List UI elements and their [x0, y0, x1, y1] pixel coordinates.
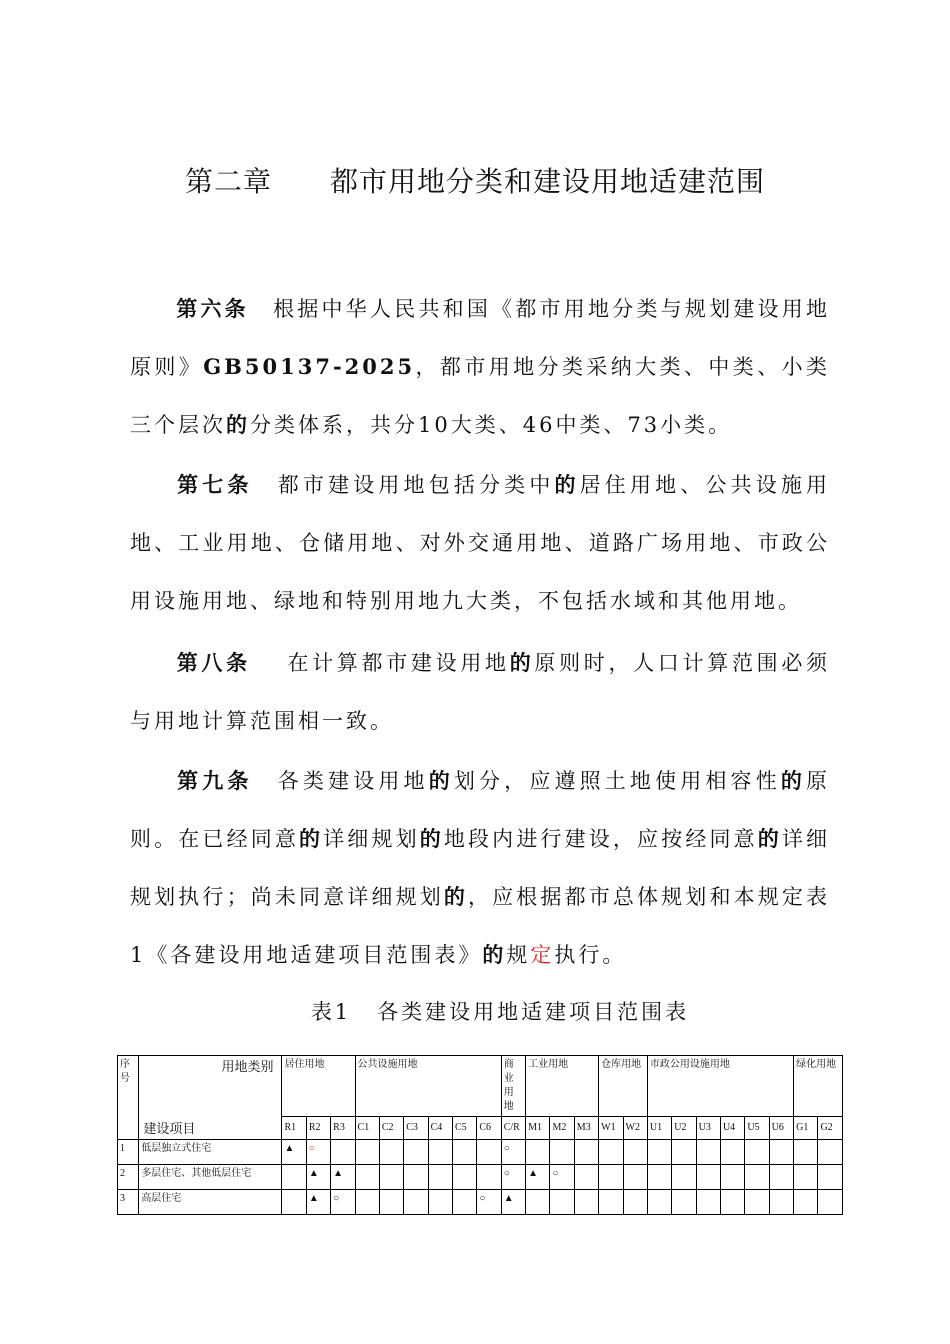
suitability-mark	[696, 1190, 720, 1215]
article-text-segment: 详细规划	[323, 827, 420, 851]
suitability-mark	[379, 1140, 403, 1165]
suitability-mark	[379, 1165, 403, 1190]
article-text-segment: 居住用地、公共设施用地、工业用地、仓储用地、对外交通用地、道路广场用地、市政公用设施用地、绿地和特别用地九大类，不包括水域和其他用地。	[130, 473, 831, 613]
suitability-mark: ▲	[526, 1165, 550, 1190]
code-header: C3	[404, 1117, 428, 1140]
code-header: C6	[477, 1117, 501, 1140]
code-header: U1	[647, 1117, 671, 1140]
suitability-mark	[550, 1140, 574, 1165]
article-text-segment: 分类体系，共分10大类、46中类、73小类。	[250, 413, 733, 437]
table-caption-text: 各类建设用地适建项目范围表	[377, 1000, 690, 1024]
suitability-mark	[526, 1140, 550, 1165]
code-header: R2	[306, 1117, 330, 1140]
suitability-mark	[574, 1140, 598, 1165]
suitability-mark: ▲	[501, 1190, 525, 1215]
group-header: 市政公用设施用地	[647, 1056, 793, 1117]
code-header: M2	[550, 1117, 574, 1140]
project-label: 建设项目	[143, 1121, 196, 1136]
row-project-name: 高层住宅	[139, 1190, 282, 1215]
suitability-mark	[452, 1165, 476, 1190]
suitability-mark	[477, 1165, 501, 1190]
chapter-heading: 都市用地分类和建设用地适建范围	[330, 165, 766, 198]
article-text-segment: 原则时，人口计算范围必须与用地计算范围相一致。	[130, 651, 831, 733]
suitability-mark	[355, 1165, 379, 1190]
article-9	[130, 752, 830, 984]
code-header: C2	[379, 1117, 403, 1140]
table-row	[118, 1190, 843, 1215]
code-header: W2	[623, 1117, 647, 1140]
article-label: 第七条	[176, 472, 253, 497]
suitability-mark: ○	[501, 1140, 525, 1165]
suitability-mark	[769, 1190, 793, 1215]
suitability-mark	[574, 1190, 598, 1215]
code-header: C5	[452, 1117, 476, 1140]
suitability-mark	[696, 1165, 720, 1190]
article-text-segment: 在计算都市建设用地	[286, 651, 510, 675]
suitability-mark	[672, 1165, 696, 1190]
suitability-mark	[404, 1140, 428, 1165]
suitability-mark: ○	[501, 1165, 525, 1190]
suitability-mark	[526, 1190, 550, 1215]
article-text-segment: 原则。在已经同意	[130, 769, 831, 851]
group-header: 公共设施用地	[355, 1056, 501, 1117]
row-seq: 2	[118, 1165, 139, 1190]
article-text-segment: 的	[419, 826, 444, 851]
table-caption-number: 表1	[310, 1000, 352, 1024]
group-header: 商业用地	[501, 1056, 525, 1117]
article-text-segment: 划分，应遵照土地使用相容性	[453, 769, 781, 793]
suitability-mark: ○	[331, 1190, 355, 1215]
suitability-mark	[769, 1140, 793, 1165]
row-seq: 1	[118, 1140, 139, 1165]
suitability-mark	[720, 1140, 744, 1165]
suitability-mark: ○	[477, 1190, 501, 1215]
code-header: M1	[526, 1117, 550, 1140]
table-caption	[0, 996, 950, 1026]
group-header: 居住用地	[282, 1056, 355, 1117]
row-project-name: 多层住宅、其他低层住宅	[139, 1165, 282, 1190]
diagonal-header	[139, 1056, 282, 1140]
group-header: 绿化用地	[794, 1056, 843, 1117]
table-row	[118, 1140, 843, 1165]
article-7	[130, 456, 830, 630]
suitability-mark	[672, 1190, 696, 1215]
suitability-mark	[282, 1165, 306, 1190]
suitability-mark	[794, 1140, 818, 1165]
article-text-segment: 的	[780, 768, 807, 793]
suitability-mark	[647, 1140, 671, 1165]
suitability-mark	[720, 1165, 744, 1190]
suitability-mark	[331, 1140, 355, 1165]
article-text-segment: 的	[226, 412, 250, 437]
suitability-mark	[574, 1165, 598, 1190]
suitability-mark	[794, 1190, 818, 1215]
suitability-mark	[647, 1190, 671, 1215]
article-text-segment: 地段内进行建设，应按经同意	[443, 827, 758, 851]
group-header: 工业用地	[526, 1056, 599, 1117]
suitability-mark	[355, 1140, 379, 1165]
article-text-segment: 根据中华人民共和国《都市用地分类与规划建设用地原则》	[130, 297, 830, 379]
suitability-mark	[428, 1140, 452, 1165]
suitability-mark	[379, 1190, 403, 1215]
suitability-mark	[794, 1165, 818, 1190]
suitability-mark	[550, 1190, 574, 1215]
code-header: G1	[794, 1117, 818, 1140]
suitability-mark	[672, 1140, 696, 1165]
suitability-mark	[623, 1165, 647, 1190]
article-text-segment: 执行。	[554, 943, 627, 967]
land-use-table	[117, 1055, 843, 1215]
article-label: 第八条	[176, 650, 251, 675]
suitability-mark	[452, 1190, 476, 1215]
suitability-mark	[355, 1190, 379, 1215]
code-header: U2	[672, 1117, 696, 1140]
code-header: C1	[355, 1117, 379, 1140]
suitability-mark	[745, 1140, 769, 1165]
article-label: 第六条	[176, 296, 249, 321]
group-header: 仓库用地	[599, 1056, 648, 1117]
row-project-name: 低层独立式住宅	[139, 1140, 282, 1165]
suitability-mark	[818, 1165, 843, 1190]
article-text-segment: ，都市用地分类采纳大类、中类、小类三个层次	[130, 355, 831, 437]
article-text-segment: 都市建设用地包括分类中	[276, 473, 555, 497]
article-text-segment: 的	[509, 650, 535, 675]
article-text-segment: 各类建设用地	[276, 769, 429, 793]
suitability-mark	[599, 1190, 623, 1215]
suitability-mark	[477, 1140, 501, 1165]
code-header: U4	[720, 1117, 744, 1140]
suitability-mark	[769, 1165, 793, 1190]
article-6	[130, 280, 830, 454]
article-text-segment: 的	[757, 826, 782, 851]
code-header: C/R	[501, 1117, 525, 1140]
article-text-segment: 的	[482, 942, 507, 967]
suitability-mark: ▲	[282, 1140, 306, 1165]
suitability-mark	[404, 1190, 428, 1215]
seq-header: 序号	[118, 1056, 139, 1140]
suitability-mark	[818, 1140, 843, 1165]
suitability-mark	[623, 1140, 647, 1165]
article-text-segment: 详细规划执行；尚未同意详细规划	[130, 827, 831, 909]
suitability-mark: ▲	[331, 1165, 355, 1190]
suitability-mark	[428, 1165, 452, 1190]
article-label: 第九条	[176, 768, 253, 793]
chapter-title	[0, 160, 950, 200]
suitability-mark	[599, 1140, 623, 1165]
table-row	[118, 1165, 843, 1190]
code-header: R3	[331, 1117, 355, 1140]
chapter-number: 第二章	[184, 165, 272, 198]
article-text-segment: 规	[506, 943, 531, 967]
suitability-mark	[599, 1165, 623, 1190]
code-header: C4	[428, 1117, 452, 1140]
suitability-mark	[745, 1165, 769, 1190]
article-text-segment: ，应根据都市总体规划和本规定表1《各建设用地适建项目范围表》	[130, 885, 831, 967]
suitability-mark	[452, 1140, 476, 1165]
suitability-mark	[745, 1190, 769, 1215]
suitability-mark	[428, 1190, 452, 1215]
suitability-mark: ▲	[306, 1190, 330, 1215]
code-header: G2	[818, 1117, 843, 1140]
code-header: M3	[574, 1117, 598, 1140]
article-text-segment: 的	[443, 884, 469, 909]
code-header: U6	[769, 1117, 793, 1140]
land-type-label: 用地类别	[221, 1059, 274, 1074]
code-header: U3	[696, 1117, 720, 1140]
article-text-segment: 的	[299, 826, 324, 851]
suitability-mark: ▲	[306, 1165, 330, 1190]
suitability-mark	[404, 1165, 428, 1190]
suitability-mark: ○	[306, 1140, 330, 1165]
article-text-segment: GB50137-2025	[203, 354, 416, 379]
suitability-mark	[282, 1190, 306, 1215]
row-seq: 3	[118, 1190, 139, 1215]
article-text-segment: 定	[530, 943, 555, 967]
code-header: U5	[745, 1117, 769, 1140]
suitability-mark	[818, 1190, 843, 1215]
article-text-segment: 的	[428, 768, 454, 793]
suitability-mark	[623, 1190, 647, 1215]
code-header: W1	[599, 1117, 623, 1140]
code-header: R1	[282, 1117, 306, 1140]
article-8	[130, 634, 830, 750]
suitability-mark	[720, 1190, 744, 1215]
suitability-mark	[696, 1140, 720, 1165]
suitability-mark	[647, 1165, 671, 1190]
article-text-segment: 的	[554, 472, 580, 497]
suitability-mark: ○	[550, 1165, 574, 1190]
